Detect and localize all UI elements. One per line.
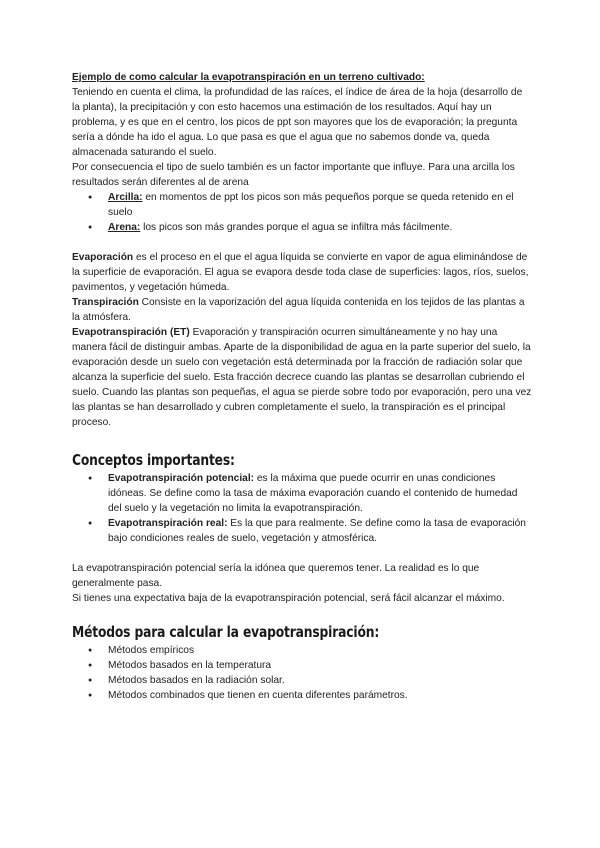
list-item: ● Métodos basados en la radiación solar. — [108, 673, 532, 688]
list-item — [108, 471, 532, 516]
list-item — [108, 516, 532, 546]
list-item — [108, 220, 532, 235]
concepts-heading: Conceptos importantes: — [72, 451, 235, 469]
bullet-text: los picos son más grandes porque el agua se infiltra más fácilmente. — [140, 222, 453, 233]
concepts-list — [72, 471, 532, 546]
definition-evaporacion — [72, 250, 532, 295]
methods-heading: Métodos para calcular la evapotranspiración: — [72, 623, 380, 641]
bullet-text: es la máxima que puede ocurrir en unas condiciones idóneas. Se define como la tasa de máxima evaporación cuando el contenido de humedad del suelo y la vegetación no limita la evapotranspiración. — [108, 473, 518, 514]
definition-text: Evaporación y transpiración ocurren simultáneamente y no hay una manera fácil de distinguir ambas. Aparte de la disponibilidad de agua en la parte superior del suelo, la evaporación desde un suelo con vegetación está determinada por la fracción de radiación solar que alcanza la superficie del suelo. Esta fracción decrece cuando las plantas se desarrollan cubriendo el suelo. Cuando las plantas son pequeñas, el agua se pierde sobre todo por evaporación, pero una vez las plantas se han desarrollado y cubren completamente el suelo, la transpiración es el principal proceso. — [72, 327, 532, 428]
definition-text: es el proceso en el que el agua líquida se convierte en vapor de agua eliminándose de la superficie de evaporación. El agua se evapora desde toda clase de superficies: lagos, ríos, suelos, pavimentos, y vegetación húmeda. — [72, 252, 529, 293]
spacer — [72, 430, 532, 449]
concepts-note-1: La evapotranspiración potencial sería la idónea que queremos tener. La realidad es lo que generalmente pasa. — [72, 563, 480, 589]
bullet-text: en momentos de ppt los picos son más pequeños porque se queda retenido en el suelo — [108, 192, 514, 218]
spacer — [72, 546, 532, 561]
definition-term: Evaporación — [72, 252, 134, 263]
list-item: ● Métodos basados en la temperatura — [108, 658, 532, 673]
definition-term: Transpiración — [72, 297, 139, 308]
bullet-term: Arena: — [108, 222, 141, 233]
methods-list — [72, 643, 532, 703]
definition-text: Consiste en la vaporización del agua líquida contenida en los tejidos de las plantas a la atmósfera. — [72, 297, 525, 323]
list-item: ● Métodos empíricos — [108, 643, 532, 658]
intro-title: Ejemplo de como calcular la evapotranspiración en un terreno cultivado: — [72, 72, 425, 83]
bullet-term: Arcilla: — [108, 192, 143, 203]
document-page — [72, 70, 532, 703]
spacer — [72, 606, 532, 621]
definition-transpiracion — [72, 295, 532, 325]
bullet-text: Es la que para realmente. Se define como la tasa de evaporación bajo condiciones reales de suelo, vegetación y atmosférica. — [108, 518, 526, 544]
spacer — [72, 235, 532, 250]
definition-term: Evapotranspiración (ET) — [72, 327, 190, 338]
intro-paragraph-1: Teniendo en cuenta el clima, la profundidad de las raíces, el índice de área de la hoja (desarrollo de la planta), la precipitación y con esto hacemos una estimación de los resultados. Aquí hay un problema, y es que en el centro, los picos de ppt son mayores que los de evaporación; la pregunta sería a dónde ha ido el agua. Lo que pasa es que el agua que no sabemos donde va, queda almacenada saturando el suelo. — [72, 87, 523, 158]
bullet-term: Evapotranspiración potencial: — [108, 473, 255, 484]
list-item: ● Métodos combinados que tienen en cuenta diferentes parámetros. — [108, 688, 532, 703]
bullet-term: Evapotranspiración real: — [108, 518, 228, 529]
intro-paragraph-2: Por consecuencia el tipo de suelo también es un factor importante que influye. Para una arcilla los resultados serán diferentes al de arena — [72, 162, 515, 188]
concepts-note-2: Si tienes una expectativa baja de la evapotranspiración potencial, será fácil alcanzar el máximo. — [72, 593, 505, 604]
list-item — [108, 190, 532, 220]
soil-type-list — [72, 190, 532, 235]
definition-evapotranspiracion — [72, 325, 532, 430]
